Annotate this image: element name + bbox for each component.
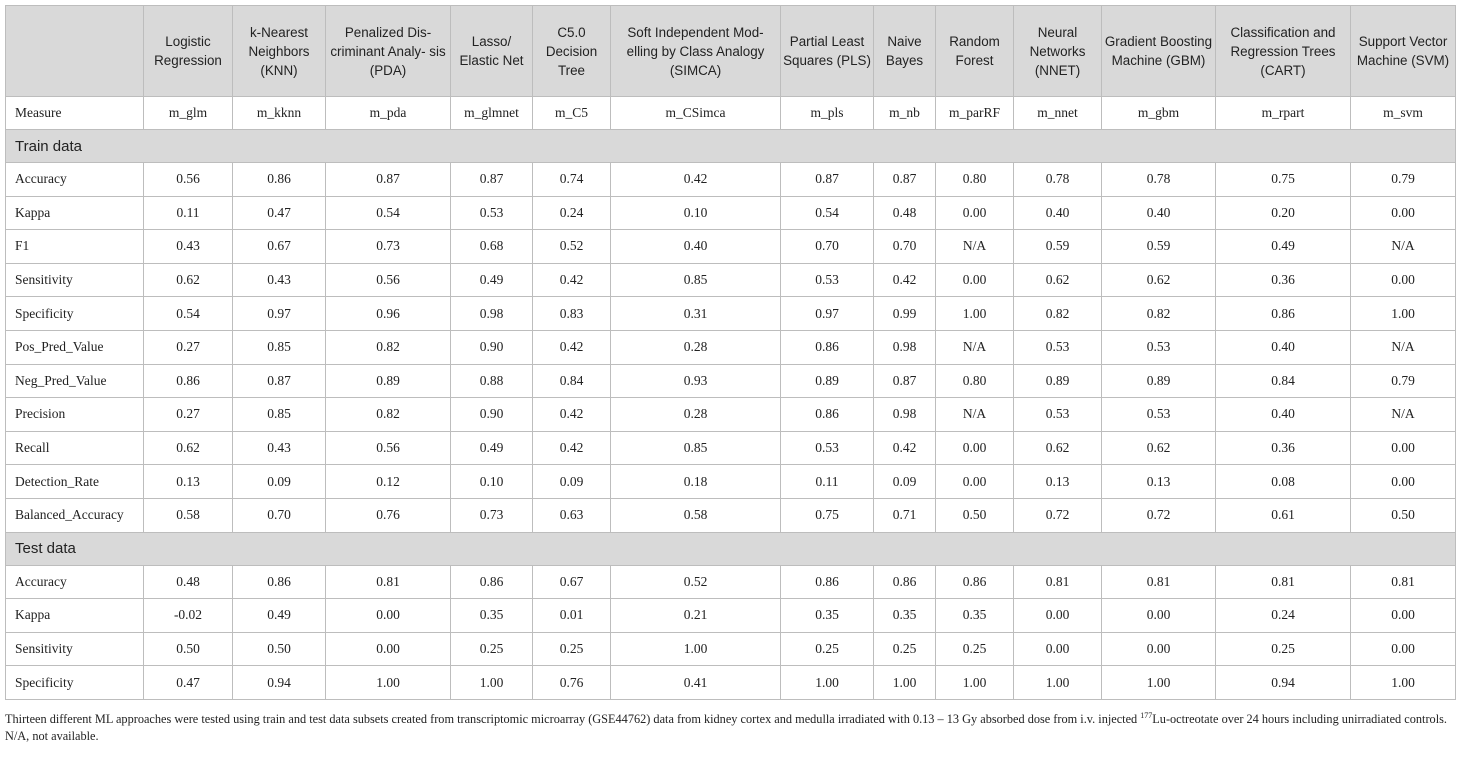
metric-value: 0.09 xyxy=(533,465,611,499)
metric-value: N/A xyxy=(1351,398,1456,432)
metric-value: 0.49 xyxy=(451,431,533,465)
metric-value: 0.89 xyxy=(1102,364,1216,398)
metric-value: 0.79 xyxy=(1351,364,1456,398)
metric-value: 0.00 xyxy=(1102,599,1216,633)
metric-value: 0.54 xyxy=(144,297,233,331)
metric-value: 0.80 xyxy=(936,364,1014,398)
metric-value: 0.00 xyxy=(936,196,1014,230)
metric-value: 0.82 xyxy=(326,398,451,432)
metric-value: 0.73 xyxy=(451,498,533,532)
metric-value: 0.09 xyxy=(874,465,936,499)
metric-label: Detection_Rate xyxy=(6,465,144,499)
metric-value: 0.10 xyxy=(451,465,533,499)
metric-value: 0.00 xyxy=(936,263,1014,297)
metric-value: 0.67 xyxy=(533,565,611,599)
metric-value: 1.00 xyxy=(326,666,451,700)
metric-value: 0.49 xyxy=(451,263,533,297)
metric-label: Accuracy xyxy=(6,163,144,197)
metric-value: 1.00 xyxy=(1014,666,1102,700)
metric-value: 0.09 xyxy=(233,465,326,499)
metric-value: 0.80 xyxy=(936,163,1014,197)
metric-value: 0.18 xyxy=(611,465,781,499)
metric-label: Kappa xyxy=(6,196,144,230)
metric-value: 0.89 xyxy=(326,364,451,398)
metric-value: 0.27 xyxy=(144,330,233,364)
metric-value: 0.86 xyxy=(451,565,533,599)
model-code: m_glmnet xyxy=(451,97,533,130)
section-title: Test data xyxy=(6,532,1456,565)
metric-value: 0.81 xyxy=(1216,565,1351,599)
metric-value: 0.43 xyxy=(233,431,326,465)
metric-value: 0.89 xyxy=(781,364,874,398)
metric-value: 0.00 xyxy=(936,465,1014,499)
model-header: Naive Bayes xyxy=(874,6,936,97)
metric-value: 0.25 xyxy=(874,632,936,666)
metric-value: 0.81 xyxy=(326,565,451,599)
metric-value: 0.86 xyxy=(144,364,233,398)
metric-value: 0.53 xyxy=(1014,330,1102,364)
metric-value: 0.00 xyxy=(1351,263,1456,297)
metric-value: 0.94 xyxy=(233,666,326,700)
metric-value: 0.43 xyxy=(144,230,233,264)
metric-value: 0.12 xyxy=(326,465,451,499)
model-header: Lasso/ Elastic Net xyxy=(451,6,533,97)
metric-value: 0.86 xyxy=(1216,297,1351,331)
metric-value: 0.87 xyxy=(233,364,326,398)
metric-value: 0.35 xyxy=(874,599,936,633)
metric-value: 0.78 xyxy=(1014,163,1102,197)
metric-value: N/A xyxy=(936,330,1014,364)
metric-value: 0.56 xyxy=(326,263,451,297)
metric-label: Pos_Pred_Value xyxy=(6,330,144,364)
metric-value: -0.02 xyxy=(144,599,233,633)
metric-value: 0.35 xyxy=(936,599,1014,633)
metric-value: 0.85 xyxy=(611,431,781,465)
metric-value: 0.31 xyxy=(611,297,781,331)
metric-value: 0.47 xyxy=(144,666,233,700)
isotope-mass-number: 177 xyxy=(1140,711,1153,720)
metric-value: 1.00 xyxy=(1351,666,1456,700)
model-header: Support Vector Machine (SVM) xyxy=(1351,6,1456,97)
metric-value: 0.79 xyxy=(1351,163,1456,197)
table-row xyxy=(6,398,1456,432)
metric-value: 0.62 xyxy=(1102,431,1216,465)
table-row xyxy=(6,196,1456,230)
metric-value: 0.54 xyxy=(781,196,874,230)
metric-value: 0.40 xyxy=(1216,330,1351,364)
table-footnote xyxy=(5,707,1455,745)
metric-value: 0.87 xyxy=(451,163,533,197)
metric-value: 0.58 xyxy=(611,498,781,532)
metric-value: 1.00 xyxy=(936,297,1014,331)
header-row xyxy=(6,6,1456,97)
metric-value: 0.97 xyxy=(233,297,326,331)
metric-value: 0.50 xyxy=(936,498,1014,532)
metric-value: 1.00 xyxy=(1351,297,1456,331)
metric-label: Kappa xyxy=(6,599,144,633)
table-row xyxy=(6,230,1456,264)
metric-value: 0.52 xyxy=(611,565,781,599)
metric-value: 0.00 xyxy=(1351,465,1456,499)
metric-value: 0.13 xyxy=(144,465,233,499)
metric-value: 0.70 xyxy=(874,230,936,264)
table-row xyxy=(6,163,1456,197)
table-row xyxy=(6,263,1456,297)
metric-value: 0.25 xyxy=(533,632,611,666)
metric-value: 0.76 xyxy=(326,498,451,532)
metric-value: 0.00 xyxy=(326,599,451,633)
metric-value: 0.56 xyxy=(144,163,233,197)
model-header: Gradient Boosting Machine (GBM) xyxy=(1102,6,1216,97)
metric-value: 0.82 xyxy=(1014,297,1102,331)
section-title: Train data xyxy=(6,130,1456,163)
metric-value: 0.87 xyxy=(874,163,936,197)
metric-label: Sensitivity xyxy=(6,263,144,297)
metric-value: 0.25 xyxy=(451,632,533,666)
metric-value: 0.85 xyxy=(233,398,326,432)
metric-value: 0.36 xyxy=(1216,263,1351,297)
metric-value: 0.90 xyxy=(451,330,533,364)
metric-value: 0.35 xyxy=(781,599,874,633)
metric-value: 0.53 xyxy=(1102,330,1216,364)
metric-value: 0.71 xyxy=(874,498,936,532)
model-header: Soft Independent Mod- elling by Class Analogy (SIMCA) xyxy=(611,6,781,97)
metric-value: 0.93 xyxy=(611,364,781,398)
metric-value: N/A xyxy=(1351,230,1456,264)
metric-value: 0.75 xyxy=(781,498,874,532)
metric-label: Specificity xyxy=(6,297,144,331)
metric-value: 0.40 xyxy=(1216,398,1351,432)
model-code: m_nnet xyxy=(1014,97,1102,130)
metric-value: 0.81 xyxy=(1102,565,1216,599)
metric-value: 0.53 xyxy=(1102,398,1216,432)
footnote-text: Thirteen different ML approaches were tested using train and test data subsets created from transcriptomic microarray (GSE44762) data from kidney cortex and medulla irradiated with 0.13 – 13 Gy absorbed dose from i.v. injected $^{177}$Lu-octreotate over 24 hours including unirradiated controls. xyxy=(5,711,1447,727)
metric-value: 0.62 xyxy=(144,263,233,297)
metric-value: 0.87 xyxy=(781,163,874,197)
metric-value: 0.88 xyxy=(451,364,533,398)
metric-value: 0.50 xyxy=(144,632,233,666)
metric-value: 0.36 xyxy=(1216,431,1351,465)
metric-value: 0.86 xyxy=(233,565,326,599)
metric-value: 0.72 xyxy=(1014,498,1102,532)
metric-label: Specificity xyxy=(6,666,144,700)
metric-label: F1 xyxy=(6,230,144,264)
metric-value: 0.73 xyxy=(326,230,451,264)
metric-value: 0.62 xyxy=(1102,263,1216,297)
metric-value: 0.78 xyxy=(1102,163,1216,197)
metric-value: 0.47 xyxy=(233,196,326,230)
metric-value: 0.54 xyxy=(326,196,451,230)
metric-value: 0.11 xyxy=(781,465,874,499)
metric-value: 0.00 xyxy=(1014,632,1102,666)
metric-label: Neg_Pred_Value xyxy=(6,364,144,398)
metric-value: 0.35 xyxy=(451,599,533,633)
model-code: m_parRF xyxy=(936,97,1014,130)
table-row xyxy=(6,297,1456,331)
table-row xyxy=(6,632,1456,666)
model-header: Random Forest xyxy=(936,6,1014,97)
model-header: Penalized Dis- criminant Analy- sis (PDA) xyxy=(326,6,451,97)
metric-value: 0.00 xyxy=(1351,431,1456,465)
metric-value: 0.28 xyxy=(611,330,781,364)
model-header: k-Nearest Neighbors (KNN) xyxy=(233,6,326,97)
metric-value: 0.00 xyxy=(1351,196,1456,230)
metric-value: 0.84 xyxy=(1216,364,1351,398)
metric-value: 0.50 xyxy=(233,632,326,666)
metric-value: 1.00 xyxy=(874,666,936,700)
model-code: m_C5 xyxy=(533,97,611,130)
table-row xyxy=(6,364,1456,398)
metric-value: 0.83 xyxy=(533,297,611,331)
metric-value: 0.85 xyxy=(611,263,781,297)
metric-value: 0.08 xyxy=(1216,465,1351,499)
metric-value: 1.00 xyxy=(451,666,533,700)
metric-value: 0.00 xyxy=(1014,599,1102,633)
metric-value: 0.53 xyxy=(781,431,874,465)
model-header: Neural Networks (NNET) xyxy=(1014,6,1102,97)
measure-code-row xyxy=(6,97,1456,130)
model-code: m_kknn xyxy=(233,97,326,130)
metric-value: 0.63 xyxy=(533,498,611,532)
metric-value: 0.59 xyxy=(1102,230,1216,264)
metric-value: 0.40 xyxy=(1014,196,1102,230)
metric-value: 0.52 xyxy=(533,230,611,264)
model-code: m_nb xyxy=(874,97,936,130)
table-row xyxy=(6,666,1456,700)
metric-value: N/A xyxy=(936,398,1014,432)
model-header: Classification and Regression Trees (CART) xyxy=(1216,6,1351,97)
metric-value: 1.00 xyxy=(781,666,874,700)
table-row xyxy=(6,599,1456,633)
metric-value: 0.82 xyxy=(1102,297,1216,331)
metric-value: 0.56 xyxy=(326,431,451,465)
model-code: m_CSimca xyxy=(611,97,781,130)
metric-value: 0.13 xyxy=(1014,465,1102,499)
metric-value: 0.42 xyxy=(533,431,611,465)
metric-value: 0.70 xyxy=(781,230,874,264)
metric-value: 0.42 xyxy=(611,163,781,197)
metric-value: 0.97 xyxy=(781,297,874,331)
metric-value: 0.96 xyxy=(326,297,451,331)
metric-value: 0.28 xyxy=(611,398,781,432)
metric-value: 0.81 xyxy=(1014,565,1102,599)
metric-value: 0.86 xyxy=(781,398,874,432)
metric-value: 0.72 xyxy=(1102,498,1216,532)
metric-value: 0.41 xyxy=(611,666,781,700)
metric-value: 0.94 xyxy=(1216,666,1351,700)
metric-value: 0.25 xyxy=(936,632,1014,666)
metric-value: 0.86 xyxy=(874,565,936,599)
metric-value: 0.27 xyxy=(144,398,233,432)
model-header: Partial Least Squares (PLS) xyxy=(781,6,874,97)
metric-value: 0.53 xyxy=(781,263,874,297)
model-code: m_gbm xyxy=(1102,97,1216,130)
metric-value: 0.75 xyxy=(1216,163,1351,197)
metric-value: 0.50 xyxy=(1351,498,1456,532)
metric-value: 0.42 xyxy=(533,398,611,432)
results-table xyxy=(5,5,1456,700)
metric-value: 0.49 xyxy=(233,599,326,633)
metric-value: 0.90 xyxy=(451,398,533,432)
metric-value: 0.42 xyxy=(874,431,936,465)
metric-value: 0.68 xyxy=(451,230,533,264)
metric-value: 0.00 xyxy=(1102,632,1216,666)
metric-value: 0.61 xyxy=(1216,498,1351,532)
metric-label: Precision xyxy=(6,398,144,432)
metric-value: 0.00 xyxy=(326,632,451,666)
metric-value: 0.98 xyxy=(451,297,533,331)
metric-value: 0.01 xyxy=(533,599,611,633)
metric-value: 0.42 xyxy=(874,263,936,297)
metric-value: 0.87 xyxy=(326,163,451,197)
metric-value: 0.89 xyxy=(1014,364,1102,398)
metric-value: 0.85 xyxy=(233,330,326,364)
metric-value: 0.81 xyxy=(1351,565,1456,599)
metric-value: 0.43 xyxy=(233,263,326,297)
metric-value: 0.84 xyxy=(533,364,611,398)
measure-label: Measure xyxy=(6,97,144,130)
metric-value: 0.00 xyxy=(1351,632,1456,666)
model-code: m_pls xyxy=(781,97,874,130)
metric-value: 0.67 xyxy=(233,230,326,264)
metric-value: 0.74 xyxy=(533,163,611,197)
model-code: m_pda xyxy=(326,97,451,130)
metric-label: Sensitivity xyxy=(6,632,144,666)
metric-value: 0.53 xyxy=(451,196,533,230)
metric-value: N/A xyxy=(1351,330,1456,364)
metric-value: 0.24 xyxy=(1216,599,1351,633)
metric-value: 0.58 xyxy=(144,498,233,532)
metric-value: 0.98 xyxy=(874,398,936,432)
metric-value: 0.99 xyxy=(874,297,936,331)
metric-value: 1.00 xyxy=(936,666,1014,700)
metric-value: 0.25 xyxy=(781,632,874,666)
metric-value: 0.62 xyxy=(1014,263,1102,297)
table-row xyxy=(6,465,1456,499)
model-header: Logistic Regression xyxy=(144,6,233,97)
metric-value: 0.70 xyxy=(233,498,326,532)
metric-value: 0.98 xyxy=(874,330,936,364)
metric-value: N/A xyxy=(936,230,1014,264)
metric-value: 0.87 xyxy=(874,364,936,398)
metric-value: 0.00 xyxy=(936,431,1014,465)
table-row xyxy=(6,330,1456,364)
metric-value: 0.00 xyxy=(1351,599,1456,633)
table-row xyxy=(6,431,1456,465)
metric-value: 0.53 xyxy=(1014,398,1102,432)
metric-label: Balanced_Accuracy xyxy=(6,498,144,532)
metric-value: 1.00 xyxy=(611,632,781,666)
table-row xyxy=(6,498,1456,532)
table-row xyxy=(6,565,1456,599)
train-section-header xyxy=(6,130,1456,163)
metric-value: 0.86 xyxy=(936,565,1014,599)
model-code: m_glm xyxy=(144,97,233,130)
metric-value: 0.82 xyxy=(326,330,451,364)
metric-value: 0.86 xyxy=(781,565,874,599)
metric-value: 0.62 xyxy=(1014,431,1102,465)
metric-value: 0.20 xyxy=(1216,196,1351,230)
metric-value: 0.76 xyxy=(533,666,611,700)
metric-value: 0.48 xyxy=(144,565,233,599)
model-header: C5.0 Decision Tree xyxy=(533,6,611,97)
metric-value: 0.10 xyxy=(611,196,781,230)
metric-value: 0.49 xyxy=(1216,230,1351,264)
metric-value: 0.59 xyxy=(1014,230,1102,264)
model-code: m_svm xyxy=(1351,97,1456,130)
metric-value: 1.00 xyxy=(1102,666,1216,700)
metric-value: 0.24 xyxy=(533,196,611,230)
metric-value: 0.40 xyxy=(1102,196,1216,230)
metric-value: 0.25 xyxy=(1216,632,1351,666)
metric-label: Recall xyxy=(6,431,144,465)
metric-value: 0.21 xyxy=(611,599,781,633)
metric-value: 0.40 xyxy=(611,230,781,264)
header-corner xyxy=(6,6,144,97)
na-note: N/A, not available. xyxy=(5,729,99,744)
metric-value: 0.48 xyxy=(874,196,936,230)
model-code: m_rpart xyxy=(1216,97,1351,130)
metric-value: 0.11 xyxy=(144,196,233,230)
metric-value: 0.42 xyxy=(533,263,611,297)
metric-value: 0.42 xyxy=(533,330,611,364)
metric-value: 0.86 xyxy=(781,330,874,364)
metric-value: 0.62 xyxy=(144,431,233,465)
test-section-header xyxy=(6,532,1456,565)
metric-value: 0.13 xyxy=(1102,465,1216,499)
metric-value: 0.86 xyxy=(233,163,326,197)
metric-label: Accuracy xyxy=(6,565,144,599)
